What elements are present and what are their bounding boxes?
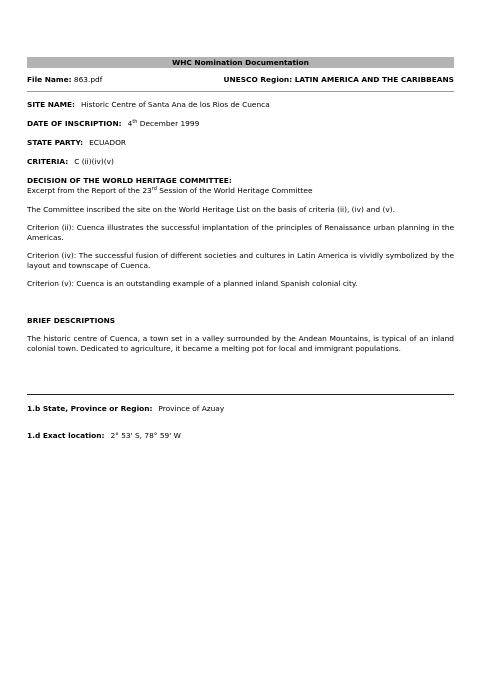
site-name-row [27, 100, 454, 110]
file-name-value: 863.pdf [73, 75, 103, 84]
header-divider [27, 91, 454, 92]
decision-heading: DECISION OF THE WORLD HERITAGE COMMITTEE: [27, 176, 232, 185]
province-value: Province of Azuay [158, 404, 225, 413]
file-name-label: File Name: [27, 75, 72, 84]
file-name [27, 75, 102, 85]
location-row [27, 431, 454, 441]
brief-descriptions-text: The historic centre of Cuenca, a town set in a valley surrounded by the Andean Mountains, is typical of an inland colonial town. Dedicated to agriculture, it became a melting pot for local and immigrant populations. [27, 334, 454, 353]
criteria-value: C (ii)(iv)(v) [74, 157, 114, 166]
state-party-row [27, 138, 454, 148]
decision-excerpt-suffix: rd [151, 186, 157, 192]
decision-excerpt [27, 186, 454, 196]
criteria-label: CRITERIA: [27, 157, 69, 166]
brief-descriptions-heading: BRIEF DESCRIPTIONS [27, 316, 116, 325]
committee-paragraph: The Committee inscribed the site on the World Heritage List on the basis of criteria (ii), (iv) and (v). [27, 205, 395, 214]
unesco-region: UNESCO Region: LATIN AMERICA AND THE CARIBBEANS [223, 75, 454, 84]
inscription-date-label: DATE OF INSCRIPTION: [27, 119, 122, 128]
document-banner: WHC Nomination Documentation [27, 57, 454, 68]
criterion-ii-paragraph: Criterion (ii): Cuenca illustrates the successful implantation of the principles of Renaissance urban planning in the Americas. [27, 223, 454, 242]
inscription-date-row [27, 119, 454, 129]
province-label: 1.b State, Province or Region: [27, 404, 153, 413]
inscription-day-suffix: th [132, 119, 138, 125]
file-header-line [27, 75, 454, 85]
decision-section [27, 176, 454, 196]
inscription-day: 4 [127, 119, 133, 128]
site-name-label: SITE NAME: [27, 100, 75, 109]
section-divider [27, 394, 454, 395]
location-value: 2° 53' S, 78° 59' W [110, 431, 181, 440]
criteria-row [27, 157, 454, 167]
inscription-date-rest: December 1999 [137, 119, 200, 128]
criterion-iv-paragraph: Criterion (iv): The successful fusion of different societies and cultures in Latin America is vividly symbolized by the layout and townscape of Cuenca. [27, 251, 454, 270]
document-page [27, 57, 454, 441]
decision-excerpt-text: Excerpt from the Report of the 23 [27, 186, 152, 195]
state-party-value: ECUADOR [89, 138, 127, 147]
criterion-v-paragraph: Criterion (v): Cuenca is an outstanding example of a planned inland Spanish colonial city. [27, 279, 358, 288]
state-party-label: STATE PARTY: [27, 138, 84, 147]
location-label: 1.d Exact location: [27, 431, 105, 440]
province-row [27, 404, 454, 414]
decision-excerpt-rest: Session of the World Heritage Committee [156, 186, 313, 195]
site-name-value: Historic Centre of Santa Ana de los Rios de Cuenca [81, 100, 270, 109]
